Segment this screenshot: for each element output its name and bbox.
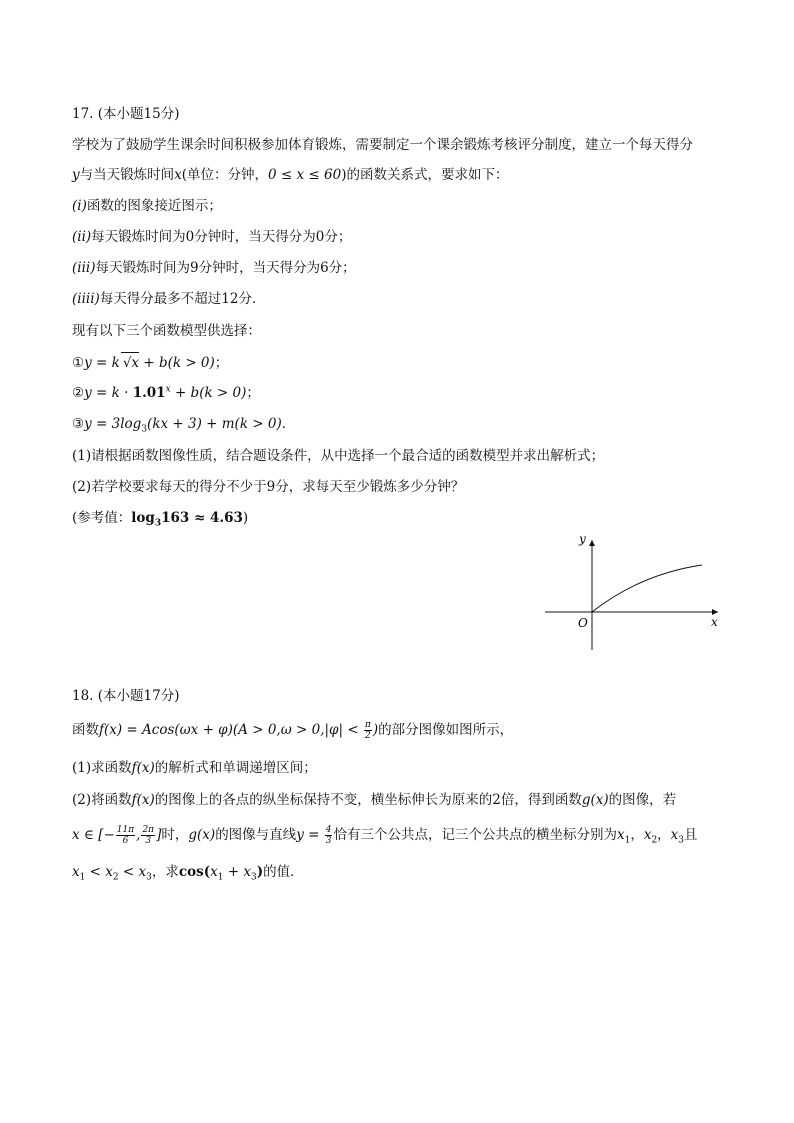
q18-line-2: (1)求函数f(x)的解析式和单调递增区间； <box>72 760 317 776</box>
q17-reference-value: (参考值：$\log_3163 \approx 4.63$) <box>72 510 249 529</box>
q17-model-3: ③y = $3\log_3(kx + 3) + m(k > 0)$． <box>72 416 296 435</box>
q17-function-graph <box>540 530 730 655</box>
q17-part-1: (1)请根据函数图像性质，结合题设条件，从中选择一个最合适的函数模型并求出解析式； <box>72 448 605 464</box>
q17-requirement-2: (ii)每天锻炼时间为0分钟时，当天得分为0分； <box>72 229 352 245</box>
fraction: $\frac{11\pi}{6}$ <box>116 825 135 846</box>
q17-intro-line2: y与当天锻炼时间x(单位：分钟，0 ≤ x ≤ 60)的函数关系式，要求如下： <box>72 167 509 183</box>
sqrt-sign: √x <box>121 352 139 373</box>
origin-label: O <box>578 616 588 630</box>
q17-requirement-3: (iii)每天锻炼时间为9分钟时，当天得分为6分； <box>72 260 356 276</box>
q18-line-4: x ∈ [− $\frac{11\pi}{6}$ , $\frac{2\pi}{3}$ ]时，g(x)的图像与直线y = $\frac{4}{3}$ 恰有三个公共点，记三个公共点的横坐标分别为$x_1$，$x_2$，$x_3$且 <box>72 825 698 846</box>
q18-line-5: $x_1 < x_2 < x_3$，求$\cos(x_1 + x_3)$的值． <box>72 864 304 883</box>
q18-line-3: (2)将函数f(x)的图像上的各点的纵坐标保持不变，横坐标伸长为原来的2倍，得到函数g(x)的图像，若 <box>72 792 677 808</box>
q17-models-intro: 现有以下三个函数模型供选择： <box>72 323 261 339</box>
x-axis-label: x <box>711 615 718 629</box>
q17-header: 17. (本小题15分) <box>72 106 180 122</box>
q17-model-2: ②y = $k \cdot 1.01^x + b(k > 0)$； <box>72 384 260 401</box>
q17-requirement-1: (i)函数的图象接近图示； <box>72 198 222 214</box>
q17-part-2: (2)若学校要求每天的得分不少于9分，求每天至少锻炼多少分钟？ <box>72 479 465 495</box>
q18-line-1: 函数f(x) = Acos(ωx + φ)(A > 0,ω > 0,|φ| < $\frac{\pi}{2}$ )的部分图像如图所示， <box>72 720 514 741</box>
q17-intro-line1: 学校为了鼓励学生课余时间积极参加体育锻炼，需要制定一个课余锻炼考核评分制度，建立一个每天得分 <box>72 137 693 153</box>
fraction: $\frac{\pi}{2}$ <box>364 720 371 741</box>
q17-model-1: ①y = k √x + b(k > 0)； <box>72 352 228 373</box>
fraction: $\frac{2\pi}{3}$ <box>142 825 155 846</box>
fraction: $\frac{4}{3}$ <box>325 825 332 846</box>
q18-header: 18. (本小题17分) <box>72 688 180 704</box>
function-curve <box>592 565 702 612</box>
q17-requirement-4: (iiii)每天得分最多不超过12分． <box>72 291 266 307</box>
y-axis-label: y <box>579 532 586 546</box>
